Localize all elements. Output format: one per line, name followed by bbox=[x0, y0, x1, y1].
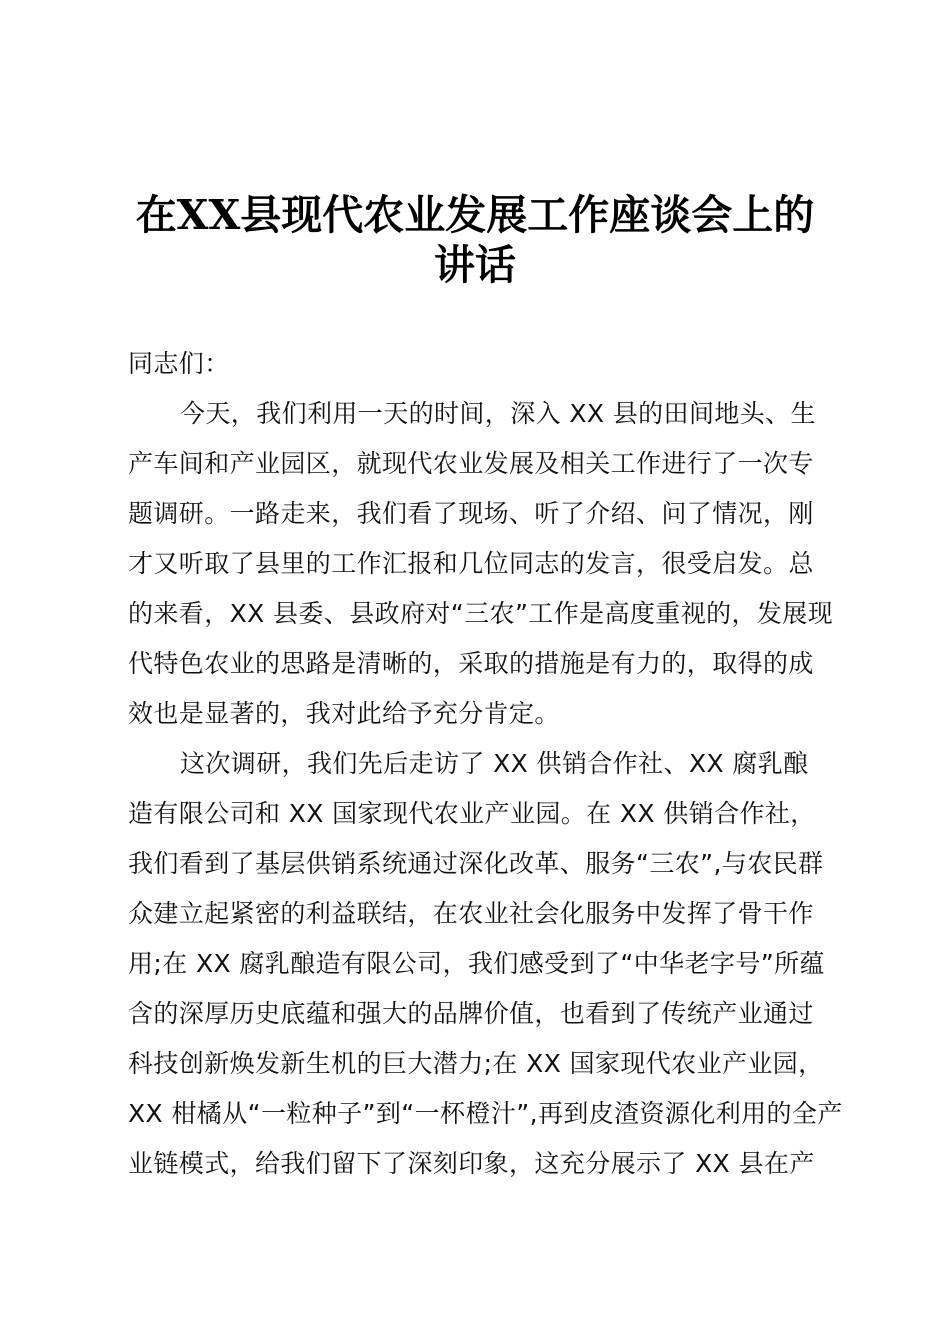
body-text-line: 的来看，XX 县委、县政府对“三农”工作是高度重视的，发展现 bbox=[128, 599, 834, 628]
body-text-line: 我们看到了基层供销系统通过深化改革、服务“三农”,与农民群 bbox=[128, 849, 824, 878]
body-text-line: 科技创新焕发新生机的巨大潜力;在 XX 国家现代农业产业园， bbox=[128, 1049, 824, 1078]
body-text-line: 题调研。一路走来，我们看了现场、听了介绍、问了情况，刚 bbox=[128, 499, 814, 528]
body-text-line: 造有限公司和 XX 国家现代农业产业园。在 XX 供销合作社， bbox=[128, 799, 816, 828]
body-text-line: 代特色农业的思路是清晰的，采取的措施是有力的，取得的成 bbox=[128, 649, 814, 678]
document-title-line-1: 在XX县现代农业发展工作座谈会上的 bbox=[135, 191, 815, 239]
body-text-line: XX 柑橘从“一粒种子”到“一杯橙汁”,再到皮渣资源化利用的全产 bbox=[128, 1099, 843, 1128]
body-text-line: 用;在 XX 腐乳酿造有限公司，我们感受到了“中华老字号”所蕴 bbox=[128, 949, 825, 978]
body-text-line: 才又听取了县里的工作汇报和几位同志的发言，很受启发。总 bbox=[128, 549, 814, 578]
body-text-line: 这次调研，我们先后走访了 XX 供销合作社、XX 腐乳酿 bbox=[180, 749, 809, 778]
body-text-line: 产车间和产业园区，就现代农业发展及相关工作进行了一次专 bbox=[128, 449, 814, 478]
body-text-line: 效也是显著的，我对此给予充分肯定。 bbox=[128, 699, 560, 728]
body-text-line: 今天，我们利用一天的时间，深入 XX 县的田间地头、生 bbox=[180, 399, 816, 428]
body-text-line: 业链模式，给我们留下了深刻印象，这充分展示了 XX 县在产 bbox=[128, 1149, 815, 1178]
salutation: 同志们： bbox=[128, 349, 230, 378]
document-title-line-2: 讲话 bbox=[434, 241, 516, 289]
body-text-line: 众建立起紧密的利益联结，在农业社会化服务中发挥了骨干作 bbox=[128, 899, 814, 928]
body-text-line: 含的深厚历史底蕴和强大的品牌价值，也看到了传统产业通过 bbox=[128, 999, 814, 1028]
